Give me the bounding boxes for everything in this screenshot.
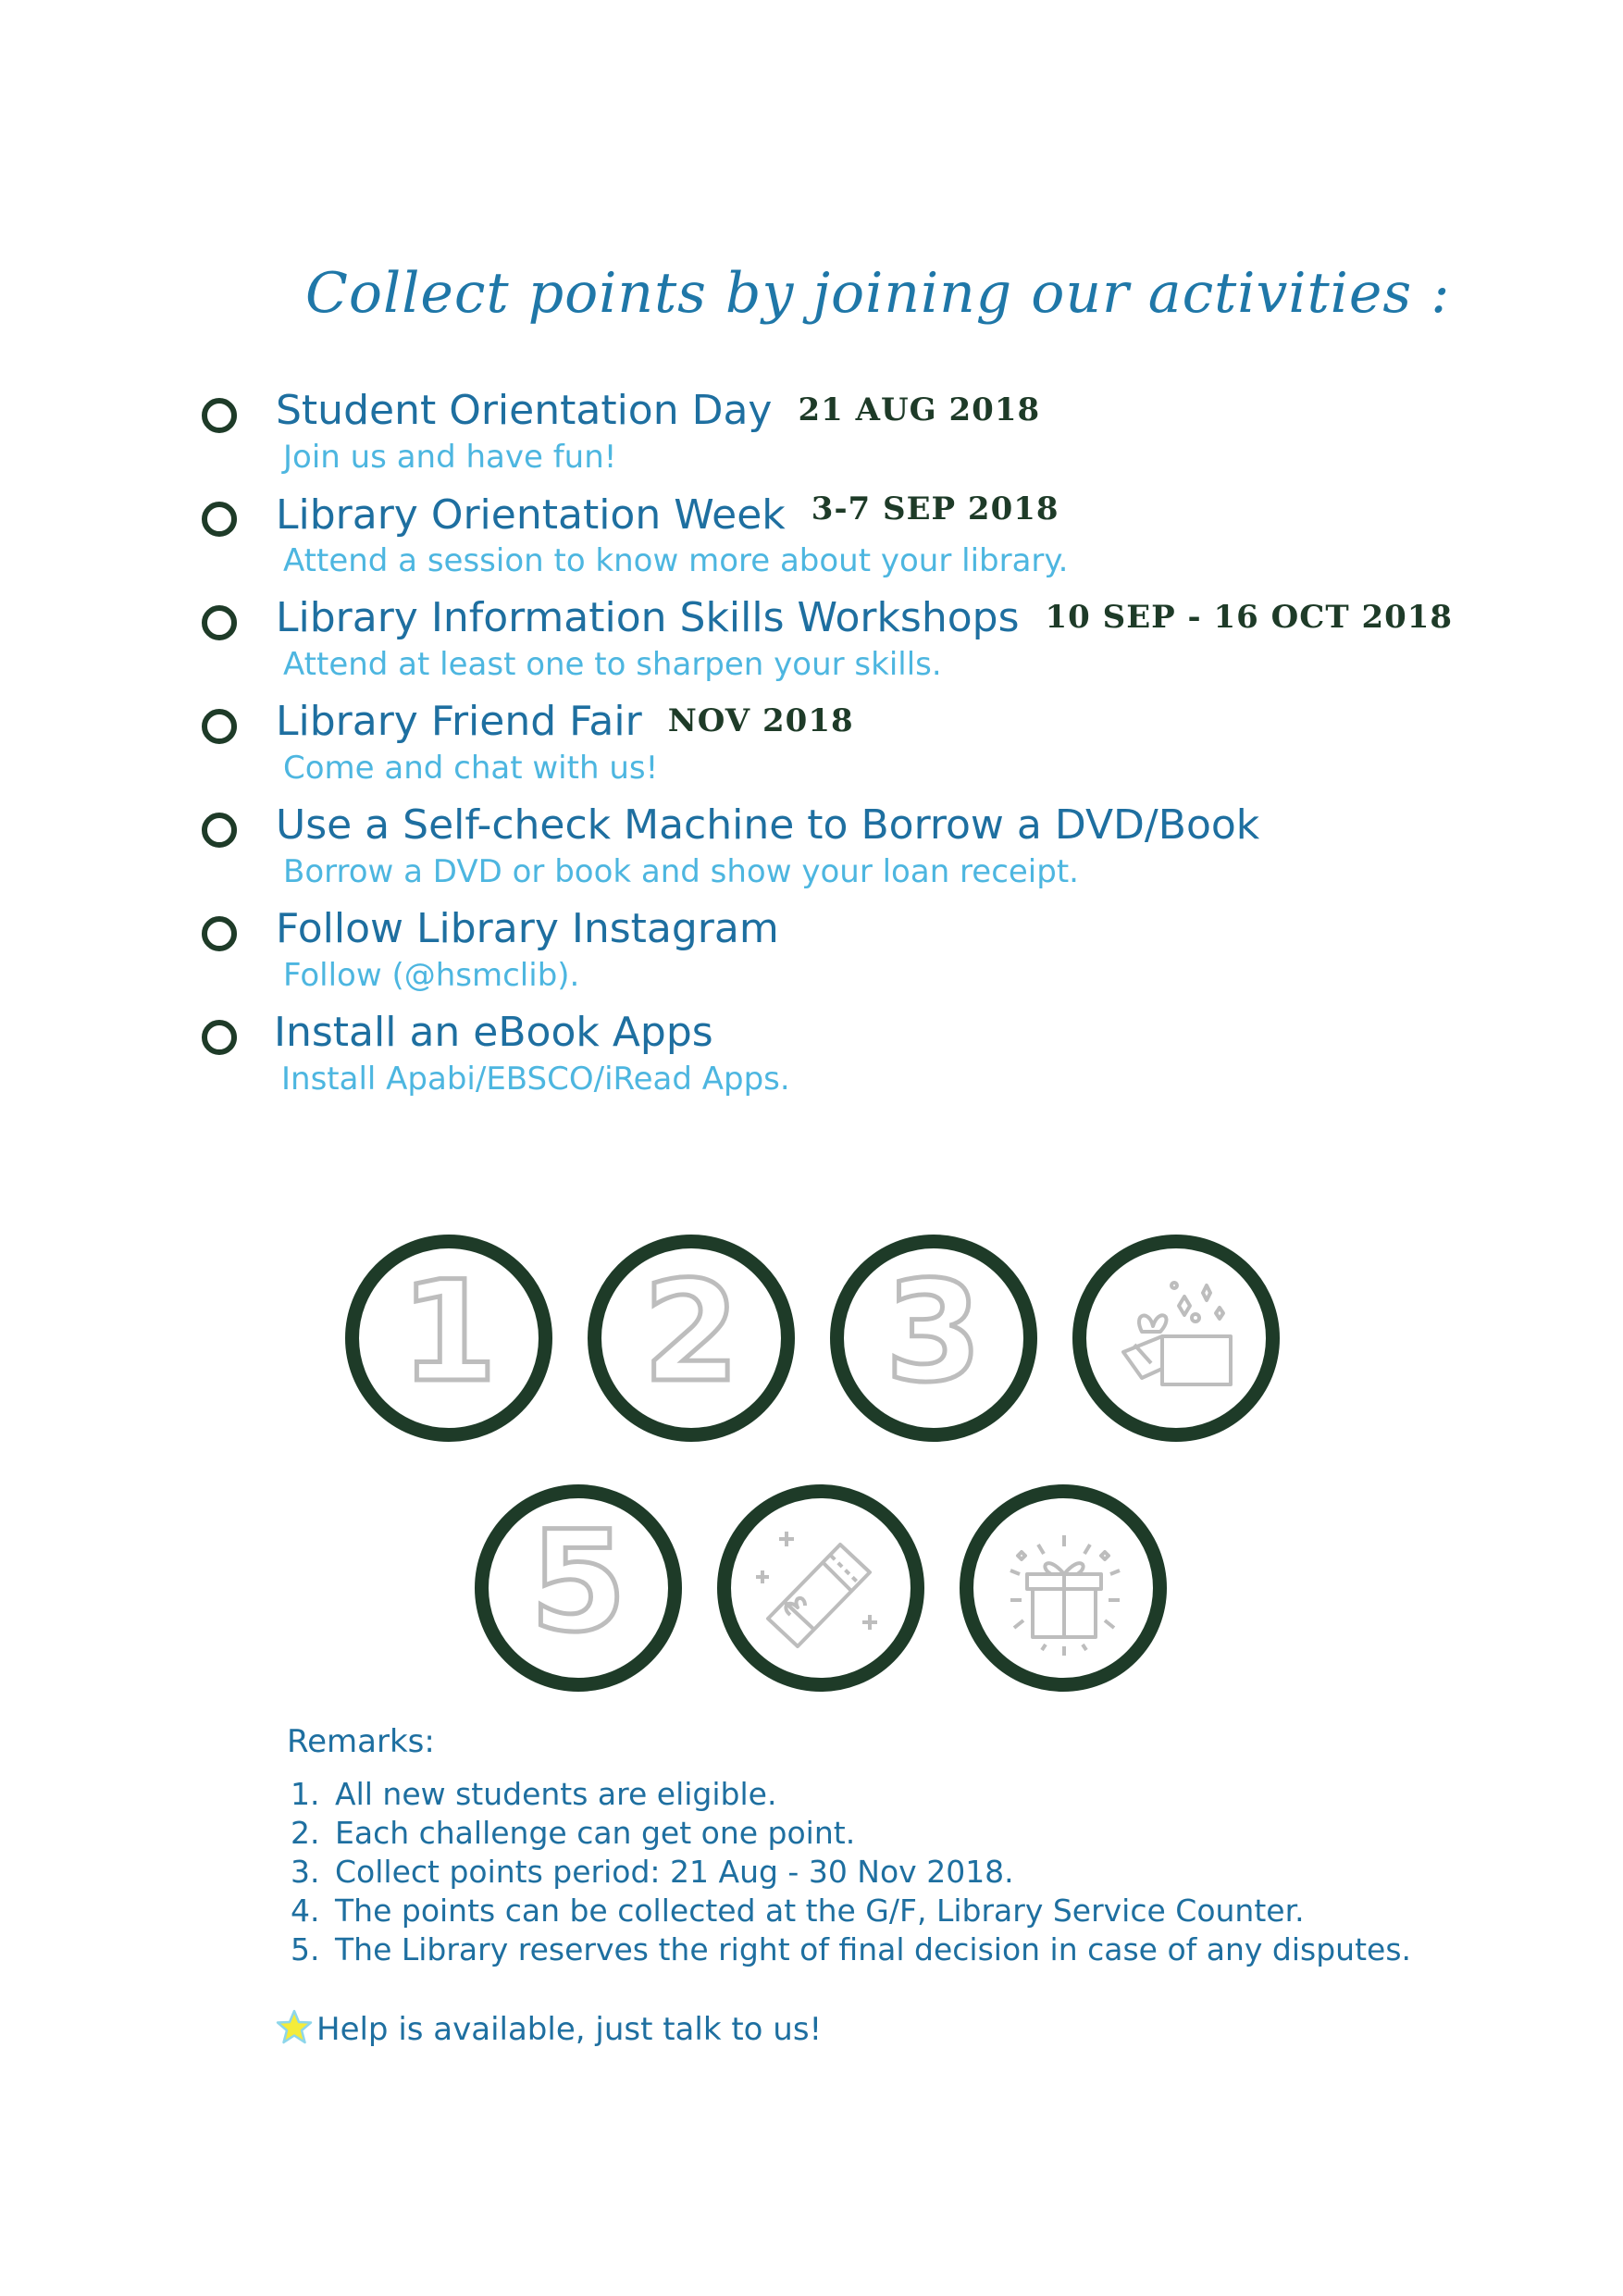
help-text: Help is available, just talk to us!	[316, 2011, 823, 2048]
activity-title	[276, 594, 1453, 641]
activity-date: 21 AUG 2018	[798, 391, 1041, 428]
remarks-list	[287, 1775, 1490, 1969]
activity-item	[202, 387, 1497, 489]
help-note	[276, 2008, 822, 2048]
activity-title	[276, 801, 1259, 849]
activity-title	[274, 1009, 713, 1056]
checkbox-circle-icon[interactable]	[202, 709, 237, 744]
page-title: Collect points by joining our activities :	[305, 261, 1451, 326]
checkbox-circle-icon[interactable]	[202, 1020, 237, 1055]
remark-item: 4. The points can be collected at the G/F, Library Service Counter.	[329, 1892, 1490, 1930]
checkbox-circle-icon[interactable]	[202, 502, 237, 537]
activity-title	[276, 387, 1040, 434]
remark-item: 2. Each challenge can get one point.	[329, 1814, 1490, 1853]
activity-title-text: Library Information Skills Workshops	[276, 594, 1020, 641]
activity-description: Come and chat with us!	[283, 750, 659, 787]
activity-description: Attend at least one to sharpen your skills.	[283, 646, 942, 683]
activity-item	[202, 905, 1497, 1007]
point-badge-7	[960, 1484, 1167, 1692]
activity-description: Join us and have fun!	[283, 439, 617, 476]
activity-title	[276, 490, 1059, 539]
activity-item	[202, 801, 1497, 903]
checkbox-circle-icon[interactable]	[202, 916, 237, 951]
activity-date: 3-7 SEP 2018	[811, 490, 1059, 527]
activity-item	[202, 490, 1497, 592]
point-badge-5	[475, 1484, 682, 1692]
open-gift-box-icon	[1086, 1248, 1266, 1428]
activity-title-text: Use a Self-check Machine to Borrow a DVD/Book	[276, 801, 1260, 849]
point-badge-6	[717, 1484, 924, 1692]
activity-description: Attend a session to know more about your library.	[283, 542, 1069, 579]
point-badge-1	[345, 1235, 552, 1442]
activity-item	[202, 698, 1497, 800]
remark-item: 3. Collect points period: 21 Aug - 30 Nov 2018.	[329, 1853, 1490, 1892]
activity-title-text: Install an eBook Apps	[274, 1009, 713, 1056]
point-badge-2	[588, 1235, 795, 1442]
activity-title-text: Student Orientation Day	[276, 387, 773, 434]
activity-title-text: Library Friend Fair	[276, 698, 642, 745]
remarks-section	[287, 1723, 1490, 1969]
activity-item	[202, 594, 1497, 696]
activity-title-text: Follow Library Instagram	[276, 905, 779, 952]
checkbox-circle-icon[interactable]	[202, 813, 237, 848]
activity-item	[202, 1009, 1497, 1111]
point-badge-4	[1072, 1235, 1280, 1442]
remark-item: 1. All new students are eligible.	[329, 1775, 1490, 1814]
checkbox-circle-icon[interactable]	[202, 398, 237, 433]
badge-number-1: 1	[400, 1252, 498, 1413]
remark-item: 5. The Library reserves the right of final decision in case of any disputes.	[329, 1930, 1490, 1969]
activity-title	[276, 905, 779, 952]
activity-date: 10 SEP - 16 OCT 2018	[1045, 599, 1454, 636]
activity-description: Follow (@hsmclib).	[283, 957, 580, 994]
activity-description: Install Apabi/EBSCO/iRead Apps.	[281, 1061, 790, 1098]
activity-title	[276, 698, 854, 745]
activity-description: Borrow a DVD or book and show your loan receipt.	[283, 853, 1079, 890]
badge-number-5: 5	[529, 1502, 627, 1663]
remarks-title: Remarks:	[287, 1723, 435, 1760]
star-icon	[276, 2008, 313, 2045]
activity-date: NOV 2018	[667, 702, 854, 739]
badge-number-2: 2	[642, 1252, 740, 1413]
activity-title-text: Library Orientation Week	[276, 491, 786, 539]
checkbox-circle-icon[interactable]	[202, 605, 237, 640]
badge-number-3: 3	[885, 1252, 983, 1413]
gift-box-prize-icon	[973, 1498, 1153, 1678]
point-badge-3	[830, 1235, 1037, 1442]
gift-voucher-icon	[731, 1498, 911, 1678]
